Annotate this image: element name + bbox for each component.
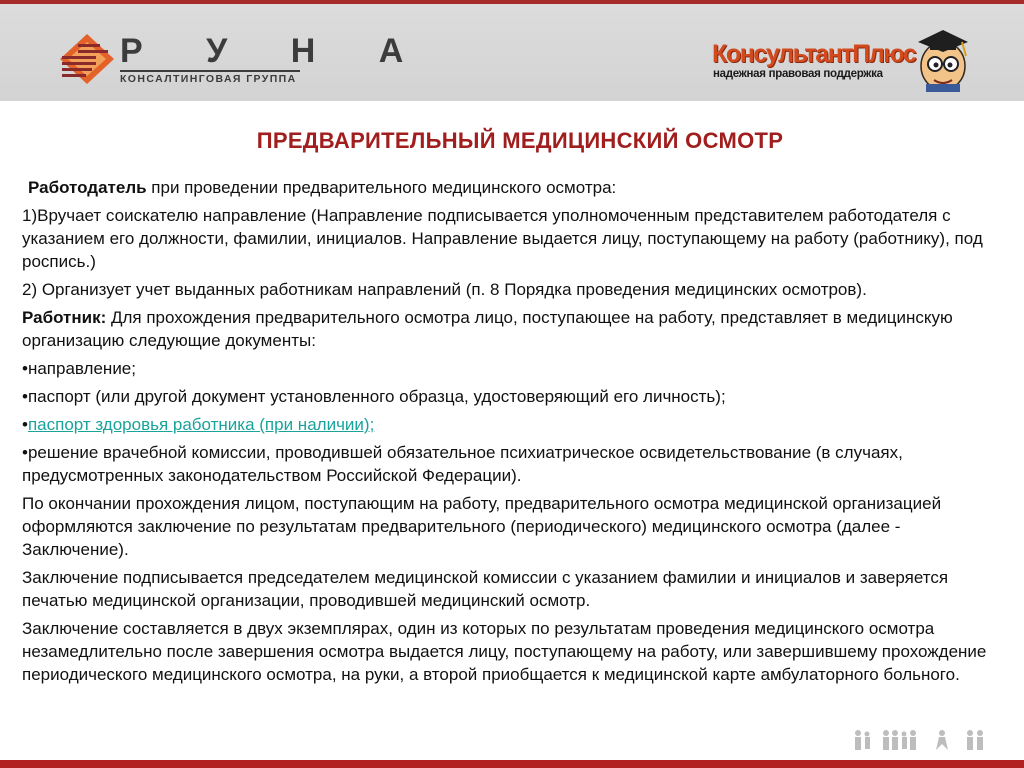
page-title: ПРЕДВАРИТЕЛЬНЫЙ МЕДИЦИНСКИЙ ОСМОТР [256,128,784,153]
people-silhouettes-icon [850,728,990,756]
intro-paragraph [22,176,1000,199]
consultant-brand-name: КонсультантПлюс [712,40,916,68]
header-banner [0,4,1024,101]
bottom-accent-bar [0,760,1024,768]
runa-divider [120,70,300,72]
bullet-icon: • [22,387,28,406]
employer-item-2: 2) Организует учет выданных работникам направлений (п. 8 Порядка проведения медицинских осмотров). [22,280,867,299]
conclusion-paragraph-2: Заключение подписывается председателем медицинской комиссии с указанием фамилии и инициалов и заверяется печатью медицинской организации, проводившей медицинский осмотр. [22,568,949,610]
list-item [22,413,1000,436]
list-item [22,385,1000,408]
worker-text: Для прохождения предварительного осмотра лицо, поступающее на работу, представляет в медицинскую организацию следующие документы: [22,308,953,350]
bullet-icon: • [22,415,28,434]
consultant-slogan: надежная правовая поддержка [713,68,883,80]
bullet-text: решение врачебной комиссии, проводившей обязательное психиатрическое освидетельствование (в случаях, предусмотренных законодательством Российской Федерации). [22,443,903,485]
worker-paragraph [22,306,1000,352]
conclusion-paragraph-1: По окончании прохождения лицом, поступающим на работу, предварительного осмотра медицинской организацией оформляются заключение по результатам предварительного (периодического) медицинского осмотра (далее - Заключение). [22,494,942,559]
bullet-icon: • [22,443,28,462]
health-passport-link[interactable]: паспорт здоровья работника (при наличии); [27,415,375,434]
runa-brand-subtitle: КОНСАЛТИНГОВАЯ ГРУППА [120,73,297,85]
runa-brand-name: Р У Н А [120,32,431,70]
bullet-text: направление; [27,359,136,378]
bullet-icon: • [22,359,28,378]
list-item [22,441,1000,487]
bullet-text: паспорт (или другой документ установленного образца, удостоверяющий его личность); [27,387,726,406]
runa-logo-icon [58,32,116,86]
conclusion-paragraph-3: Заключение составляется в двух экземплярах, один из которых по результатам проведения медицинского осмотра незамедлительно после завершения осмотра выдается лицу, поступающему на работу, или завершившему прохождение периодического медицинского осмотра, на руки, а второй приобщается к медицинской карте амбулаторного больного. [22,619,987,684]
list-item [22,357,1000,380]
employer-item-1: 1)Вручает соискателю направление (Направление подписывается уполномоченным представителем работодателя с указанием его должности, фамилии, инициалов. Направление выдается лицу, поступающему на работу (работнику), под роспись.) [22,206,983,271]
consultant-mascot-icon [912,26,974,92]
slide-body [22,176,1000,691]
worker-label: Работник: [22,308,107,327]
employer-label: Работодатель [28,178,147,197]
intro-text: при проведении предварительного медицинского осмотра: [146,178,617,197]
